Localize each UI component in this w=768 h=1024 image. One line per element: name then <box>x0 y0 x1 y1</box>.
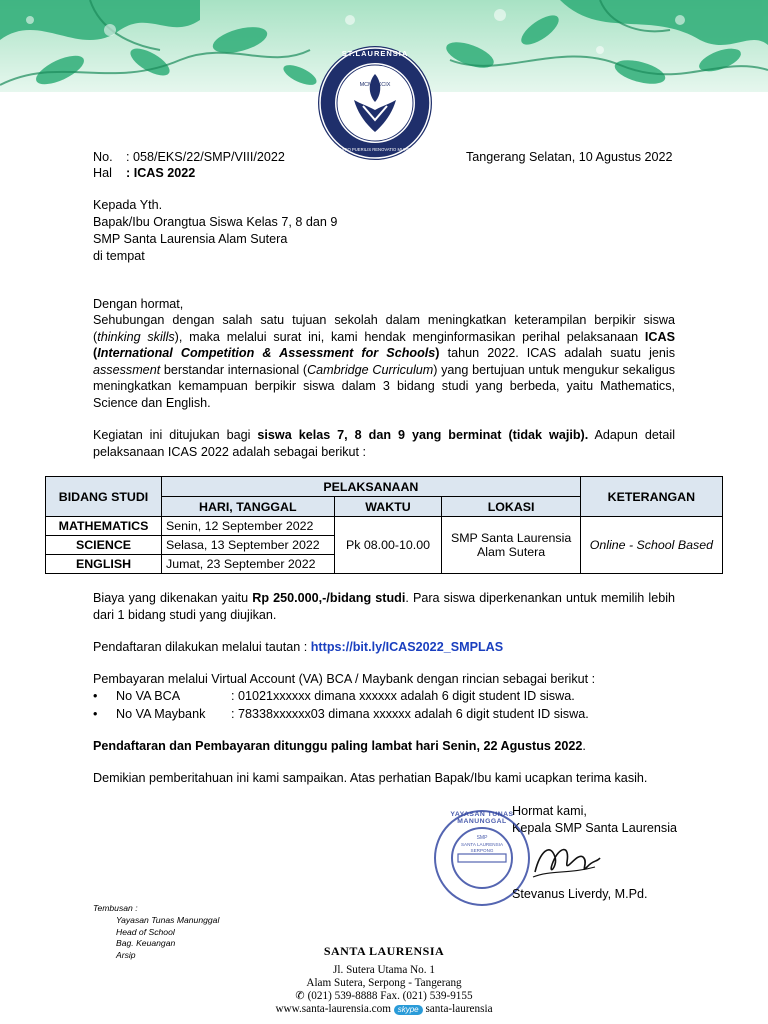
note-cell: Online - School Based <box>580 517 722 574</box>
paragraph-intro: Sehubungan dengan salah satu tujuan sekolah dalam meningkatkan keterampilan berpikir siswa (thinking skills), maka melalui surat ini, kami hendak menginformasikan perihal pelaksanaan ICAS (International Competition & Assessment for Schools) tahun 2022. ICAS adalah suatu jenis assessment berstandar internasional (Cambridge Curriculum) yang bertujuan untuk mengukur sekaligus meningkatkan kemampuan berpikir siswa dalam 3 bidang studi yang berbeda, yaitu Mathematics, Science dan English. <box>93 313 676 410</box>
list-item: Bag. Keuangan <box>116 938 176 948</box>
footer-web <box>0 1003 768 1017</box>
date-cell: Senin, 12 September 2022 <box>162 517 335 536</box>
bullet-icon: • <box>93 689 98 703</box>
subject-cell: ENGLISH <box>46 555 162 574</box>
hal-label: Hal <box>93 166 112 180</box>
signature-greeting: Hormat kami, <box>512 804 587 818</box>
hal-value: : ICAS 2022 <box>126 166 196 180</box>
subject-cell: MATHEMATICS <box>46 517 162 536</box>
list-item: Yayasan Tunas Manunggal <box>116 915 220 925</box>
school-logo <box>316 44 434 162</box>
payment-intro: Pembayaran melalui Virtual Account (VA) BCA / Maybank dengan rincian sebagai berikut : <box>93 672 596 686</box>
date-cell: Jumat, 23 September 2022 <box>162 555 335 574</box>
registration-line: Pendaftaran dilakukan melalui tautan : https://bit.ly/ICAS2022_SMPLAS <box>93 640 504 654</box>
logo-top-text: ST.LAURENSIA <box>341 49 409 58</box>
signatory-name: Stevanus Liverdy, M.Pd. <box>512 887 648 901</box>
place-date: Tangerang Selatan, 10 Agustus 2022 <box>466 150 673 164</box>
signature-title: Kepala SMP Santa Laurensia <box>512 821 677 835</box>
location-cell: SMP Santa Laurensia Alam Sutera <box>442 517 580 574</box>
list-item: Head of School <box>116 926 175 937</box>
school-stamp: YAYASAN TUNAS MANUNGGAL SMP SANTA LAURENSIA SERPONG <box>432 808 532 908</box>
header-lokasi: LOKASI <box>442 497 580 517</box>
footer-address-2: Alam Sutera, Serpong - Tangerang <box>306 977 462 989</box>
paragraph-target: Kegiatan ini ditujukan bagi siswa kelas 7, 8 dan 9 yang berminat (tidak wajib). Adapun detail pelaksanaan ICAS 2022 adalah sebagai berikut : <box>93 428 675 459</box>
footer-phone: ✆ (021) 539-8888 Fax. (021) 539-9155 <box>295 990 473 1002</box>
recipient-line: SMP Santa Laurensia Alam Sutera <box>93 232 288 246</box>
skype-icon: skype <box>394 1005 423 1015</box>
list-item: Arsip <box>116 949 136 960</box>
header-bidang-studi: BIDANG STUDI <box>46 477 162 517</box>
bullet-icon: • <box>93 707 98 721</box>
closing-text: Demikian pemberitahuan ini kami sampaikan. Atas perhatian Bapak/Ibu kami ucapkan terima kasih. <box>93 771 648 785</box>
table-row <box>46 517 723 536</box>
logo-ring-text: EDUCATIO PUERILIS RENOVATIO MUNDI EST <box>329 147 421 152</box>
no-label: No. <box>93 150 113 164</box>
footer-name: SANTA LAURENSIA <box>323 944 445 958</box>
registration-link[interactable]: https://bit.ly/ICAS2022_SMPLAS <box>310 640 504 654</box>
header-waktu: WAKTU <box>334 497 442 517</box>
subject-cell: SCIENCE <box>46 536 162 555</box>
no-value: : 058/EKS/22/SMP/VIII/2022 <box>126 150 285 164</box>
date-cell: Selasa, 13 September 2022 <box>162 536 335 555</box>
cc-title: Tembusan : <box>93 903 138 913</box>
recipient-line: Kepada Yth. <box>93 198 163 212</box>
salutation: Dengan hormat, <box>93 297 184 311</box>
header-pelaksanaan: PELAKSANAAN <box>162 477 581 497</box>
website-link[interactable]: www.santa-laurensia.com <box>275 1003 391 1015</box>
paragraph-fees: Biaya yang dikenakan yaitu Rp 250.000,-/bidang studi. Para siswa diperkenankan untuk memilih lebih dari 1 bidang studi yang diujikan. <box>93 591 675 622</box>
schedule-table <box>45 476 723 574</box>
deadline-notice: Pendaftaran dan Pembayaran ditunggu paling lambat hari Senin, 22 Agustus 2022. <box>93 739 586 753</box>
recipient-line: di tempat <box>93 249 145 263</box>
logo-motto-text: MCM · XCIX <box>359 82 391 88</box>
header-keterangan: KETERANGAN <box>580 477 722 517</box>
footer-address-1: Jl. Sutera Utama No. 1 <box>333 964 435 976</box>
signature-scribble <box>525 832 605 887</box>
header-hari-tanggal: HARI, TANGGAL <box>162 497 335 517</box>
phone-icon: ✆ <box>295 990 305 1002</box>
time-cell: Pk 08.00-10.00 <box>334 517 442 574</box>
recipient-line: Bapak/Ibu Orangtua Siswa Kelas 7, 8 dan 9 <box>93 215 338 229</box>
recipient-block <box>93 197 337 265</box>
stamp-ring-text: YAYASAN TUNAS MANUNGGAL <box>450 811 514 825</box>
skype-id: santa-laurensia <box>425 1003 493 1015</box>
